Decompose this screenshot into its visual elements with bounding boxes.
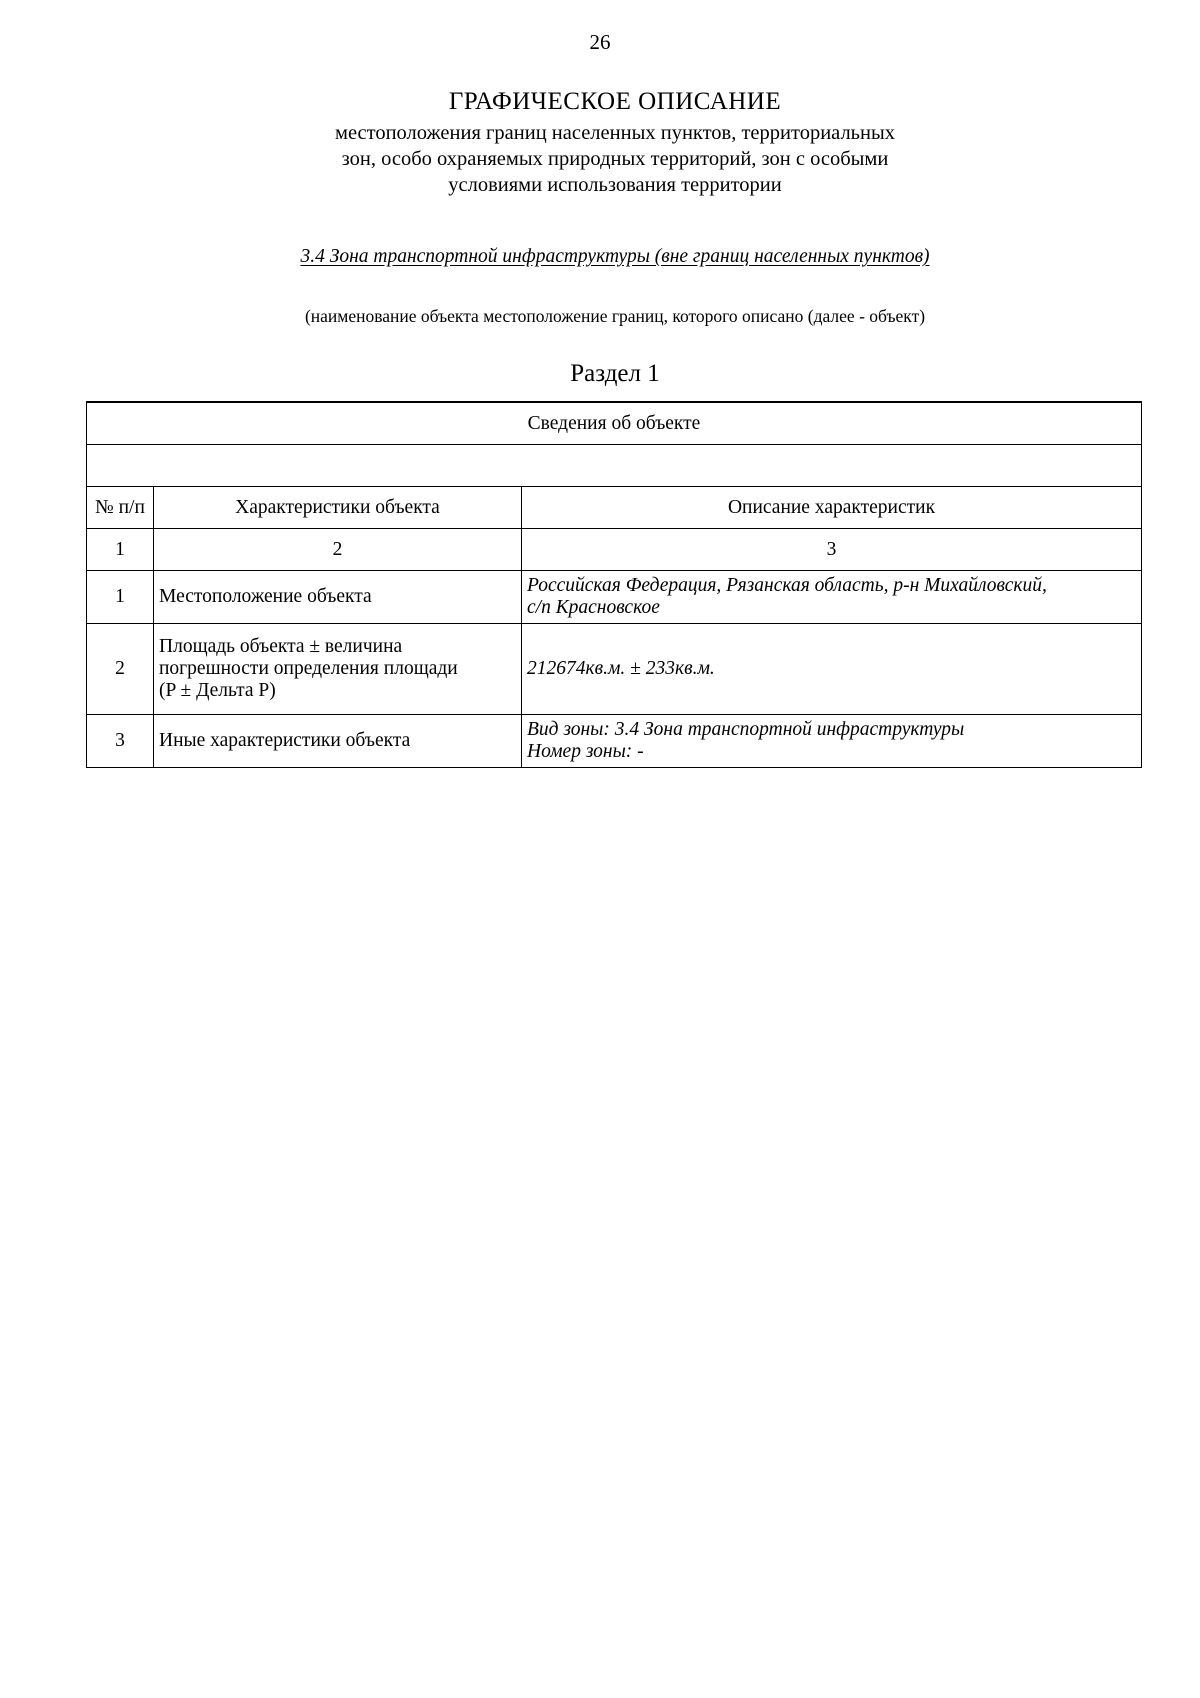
characteristic-line: Иные характеристики объекта <box>159 730 411 751</box>
table-row <box>87 571 1142 624</box>
object-name-text: 3.4 Зона транспортной инфраструктуры (вне границ населенных пунктов) <box>300 246 930 267</box>
description-line: с/п Красновское <box>527 597 660 618</box>
table-empty-cell <box>87 445 1142 487</box>
table-empty-row <box>87 445 1142 487</box>
table-row <box>87 715 1142 768</box>
description-line: Российская Федерация, Рязанская область, р-н Михайловский, <box>527 575 1047 596</box>
section-title: Раздел 1 <box>570 360 660 387</box>
table-heading: Сведения об объекте <box>87 402 1142 445</box>
subtitle-line: местоположения границ населенных пунктов, территориальных <box>334 122 896 144</box>
column-index: 1 <box>87 529 154 571</box>
object-name <box>0 246 1200 268</box>
description-line: Вид зоны: 3.4 Зона транспортной инфраструктуры <box>527 719 965 740</box>
row-description <box>522 715 1142 768</box>
column-header-number: № п/п <box>87 487 154 529</box>
row-characteristic <box>154 624 522 715</box>
page-number: 26 <box>589 30 611 54</box>
row-characteristic <box>154 571 522 624</box>
characteristic-line: Площадь объекта ± величина <box>159 636 403 657</box>
column-header-description: Описание характеристик <box>522 487 1142 529</box>
document-subtitle <box>0 120 1200 198</box>
row-description <box>522 571 1142 624</box>
table-row <box>87 624 1142 715</box>
description-line: 212674кв.м. ± 233кв.м. <box>527 658 715 679</box>
description-line: Номер зоны: - <box>527 741 644 762</box>
column-index: 3 <box>522 529 1142 571</box>
table-heading-row <box>87 402 1142 445</box>
object-caption: (наименование объекта местоположение границ, которого описано (далее - объект) <box>304 306 926 326</box>
characteristic-line: погрешности определения площади <box>159 658 458 679</box>
subtitle-line: зон, особо охраняемых природных территорий, зон с особыми <box>341 148 889 170</box>
row-number: 2 <box>87 624 154 715</box>
row-number: 3 <box>87 715 154 768</box>
document-title: ГРАФИЧЕСКОЕ ОПИСАНИЕ <box>448 88 782 115</box>
row-number: 1 <box>87 571 154 624</box>
column-index: 2 <box>154 529 522 571</box>
row-characteristic <box>154 715 522 768</box>
row-description <box>522 624 1142 715</box>
subtitle-line: условиями использования территории <box>448 174 782 196</box>
characteristic-line: Местоположение объекта <box>159 586 372 607</box>
table-column-index-row <box>87 529 1142 571</box>
table-column-header-row <box>87 487 1142 529</box>
object-info-table <box>86 401 1142 768</box>
characteristic-line: (P ± Дельта P) <box>159 680 276 701</box>
column-header-characteristics: Характеристики объекта <box>154 487 522 529</box>
